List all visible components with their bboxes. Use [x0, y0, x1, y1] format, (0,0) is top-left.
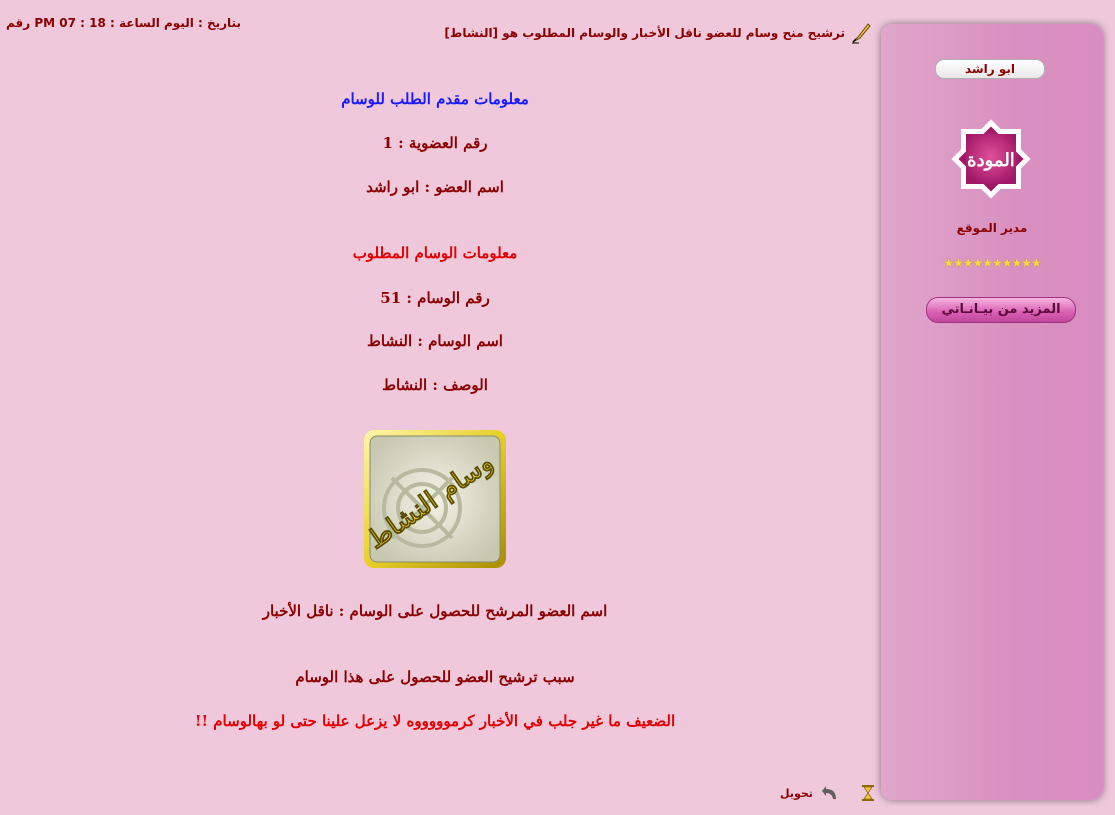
reason-text: الضعيف ما غير جلب في الأخبار كرموووووه لا يزعل علينا حتى لو بهالوسام !!: [194, 712, 676, 730]
more-info-button[interactable]: المزيد من بيـانـاتي: [926, 297, 1076, 323]
rank-stars: ★★★★★★★★★★: [943, 256, 1041, 270]
transfer-link[interactable]: تحويل: [780, 786, 813, 800]
badge-number: رقم الوسام : 51: [380, 289, 490, 307]
post-title-text[interactable]: ترشيح منح وسام للعضو ناقل الأخبار والوسام المطلوب هو [النشاط]: [444, 26, 845, 40]
hourglass-icon: [861, 784, 875, 802]
username-box[interactable]: ابو راشد: [935, 59, 1045, 79]
curved-arrow-icon[interactable]: [821, 785, 839, 801]
badge-info-heading: معلومات الوسام المطلوب: [352, 244, 518, 262]
nominated-member: اسم العضو المرشح للحصول على الوسام : ناقل الأخبار: [262, 602, 608, 620]
membership-number: رقم العضوية : 1: [382, 134, 488, 152]
requester-info-heading: معلومات مقدم الطلب للوسام: [341, 90, 529, 108]
post-header: [0, 12, 880, 42]
user-avatar: [943, 111, 1039, 207]
post-date: بتاريخ : اليوم الساعة : 18 : 07 PM رقم: [6, 16, 241, 30]
avatar-text: المودة: [967, 150, 1015, 171]
member-name: اسم العضو : ابو راشد: [366, 178, 504, 196]
badge-image-text: وسام النشاط: [362, 447, 499, 556]
badge-description: الوصف : النشاط: [382, 376, 488, 394]
post-body: [0, 85, 870, 785]
user-info-panel: [881, 24, 1103, 800]
rank-title: مدير الموقع: [956, 221, 1028, 235]
reason-heading: سبب ترشيح العضو للحصول على هذا الوسام: [295, 668, 575, 686]
post-title[interactable]: [444, 22, 872, 44]
badge-name: اسم الوسام : النشاط: [367, 332, 503, 350]
activity-badge-image: [362, 428, 508, 570]
quill-pen-icon: [850, 22, 872, 44]
post-footer: [780, 784, 875, 802]
